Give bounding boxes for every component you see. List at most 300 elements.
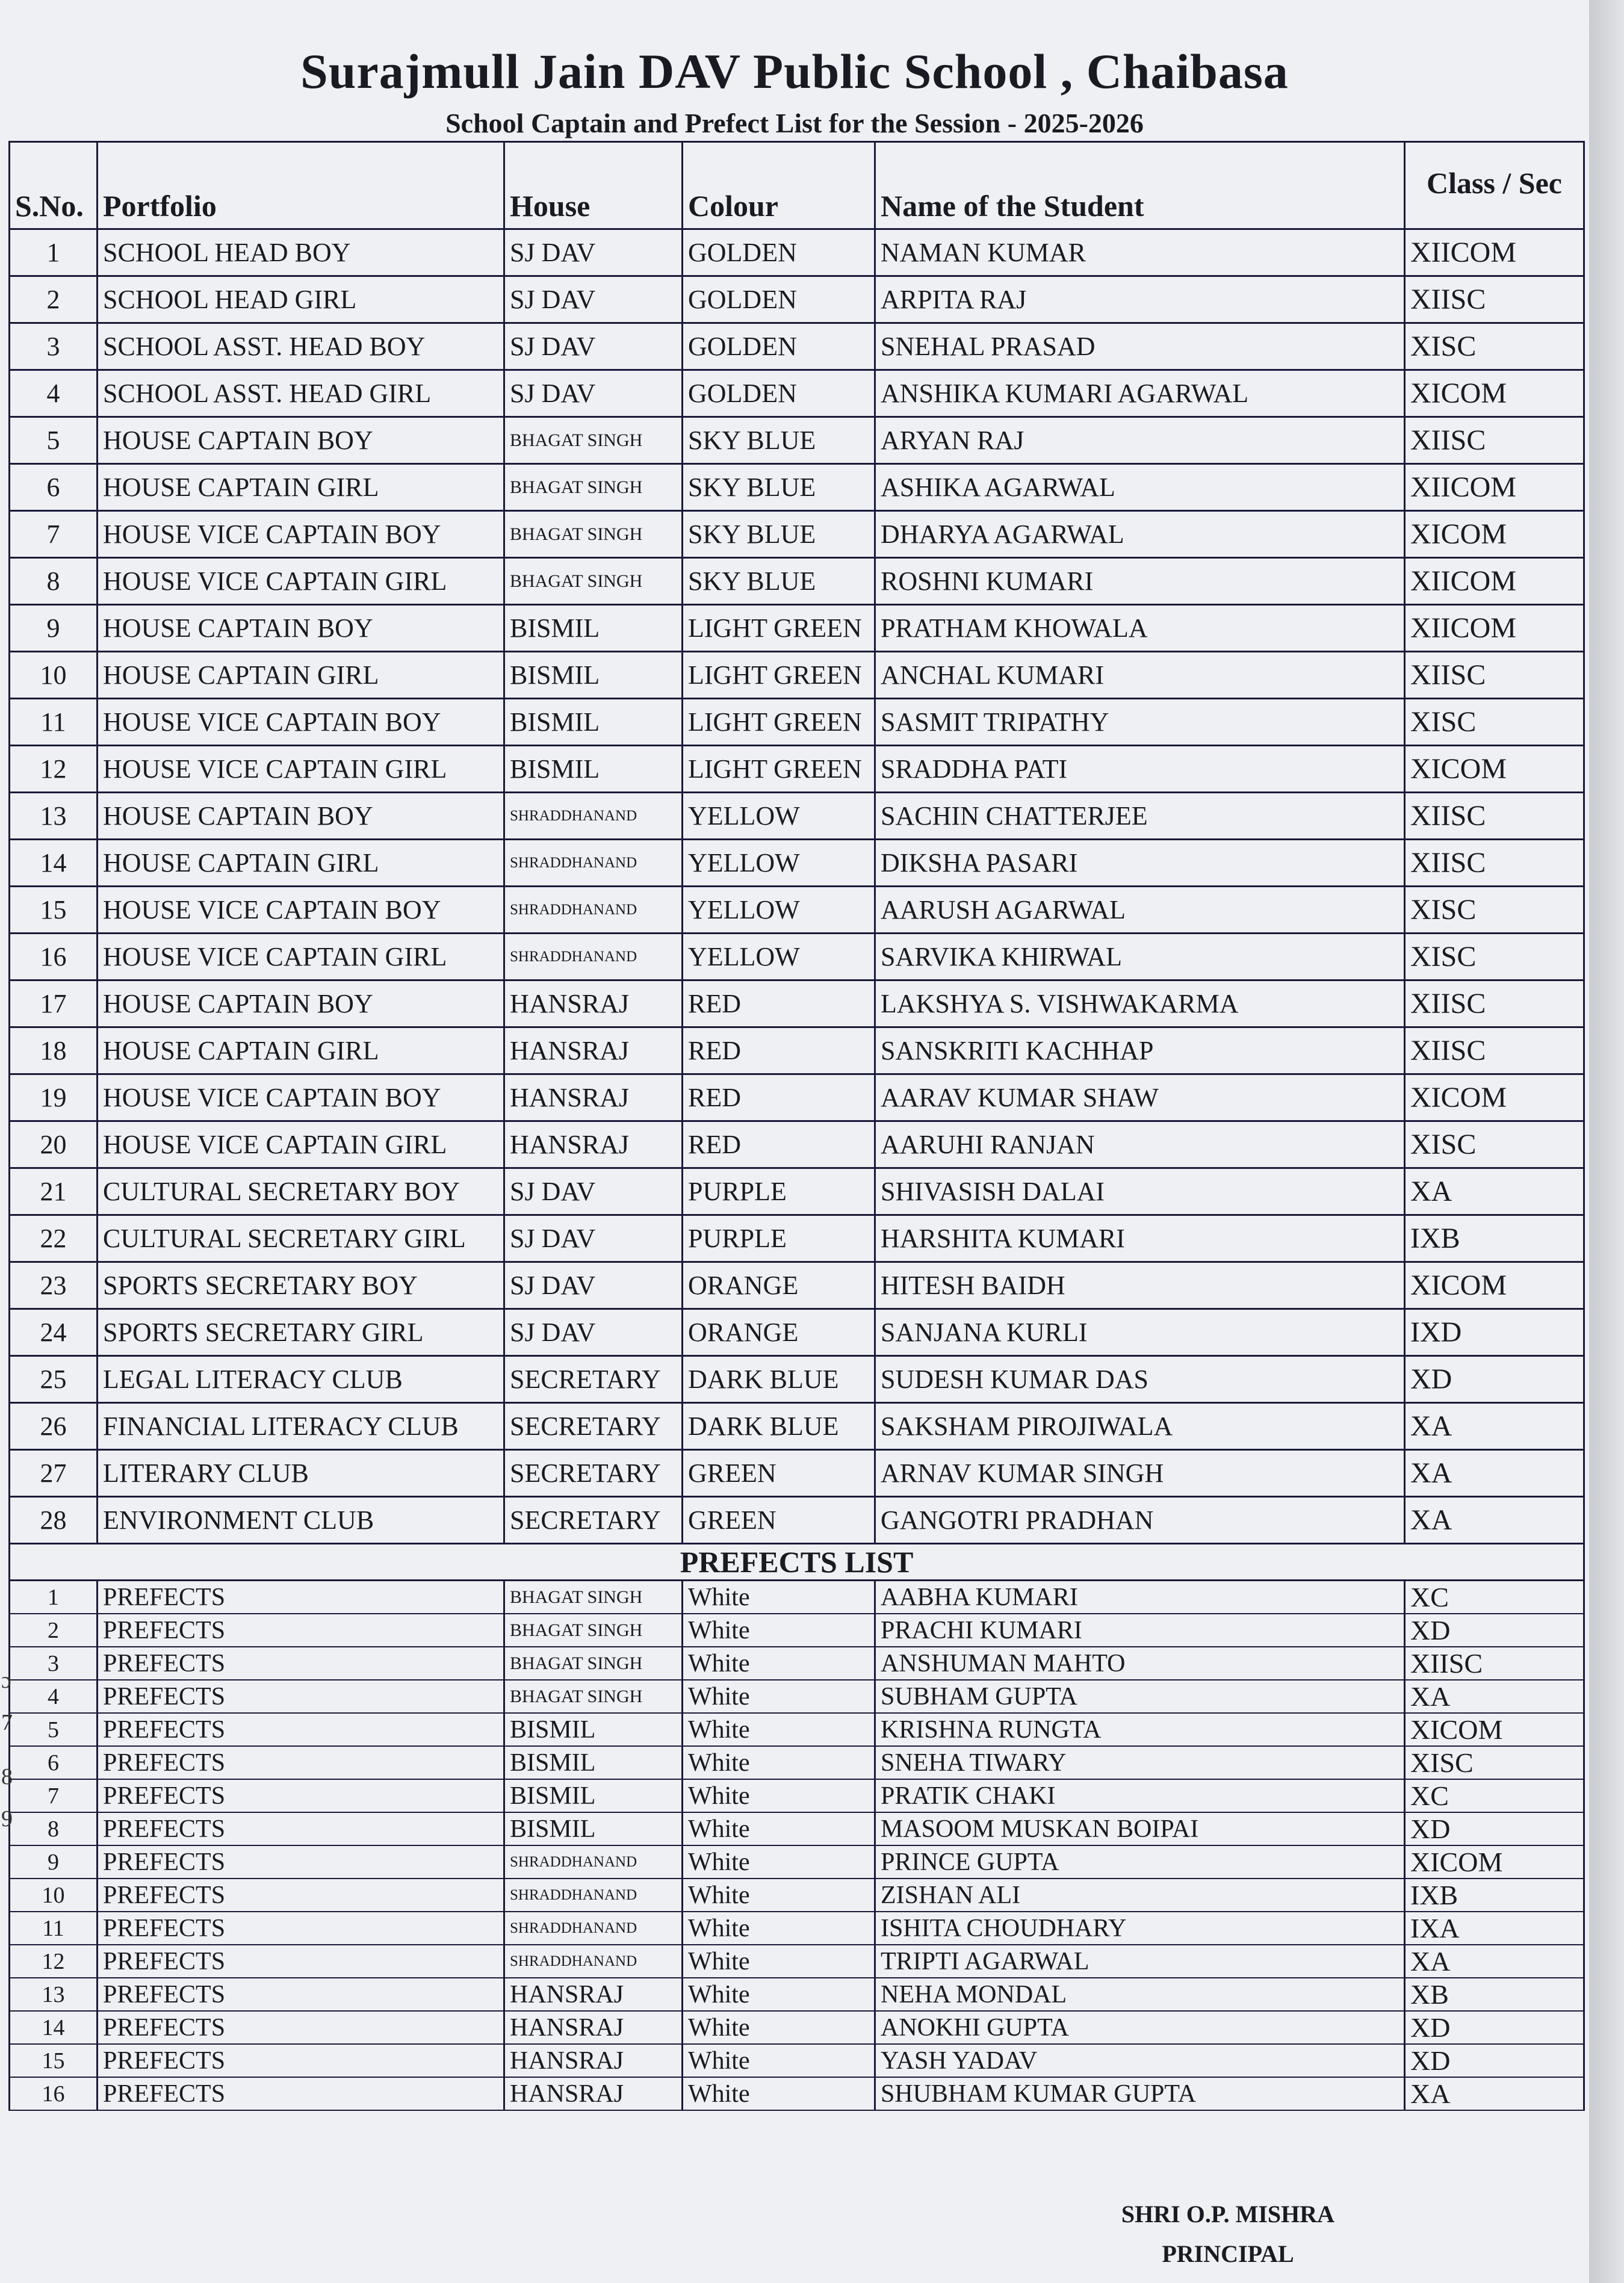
table-row xyxy=(10,1403,1584,1450)
portfolio-cell: PREFECTS xyxy=(98,1713,504,1746)
portfolio-cell: PREFECTS xyxy=(98,1945,504,1978)
colour-cell: White xyxy=(683,2044,875,2077)
class-section-cell: XC xyxy=(1405,1581,1584,1614)
student-name-cell: ASHIKA AGARWAL xyxy=(875,464,1405,511)
student-name-cell: HITESH BAIDH xyxy=(875,1262,1405,1309)
class-section-cell: IXD xyxy=(1405,1309,1584,1356)
portfolio-cell: PREFECTS xyxy=(98,1680,504,1713)
colour-cell: White xyxy=(683,1680,875,1713)
serial-number-cell: 8 xyxy=(10,558,98,605)
table-row xyxy=(10,1074,1584,1121)
house-cell: BISMIL xyxy=(504,1779,683,1812)
portfolio-cell: HOUSE CAPTAIN GIRL xyxy=(98,652,504,699)
prefect-row xyxy=(10,1647,1584,1680)
class-section-cell: XA xyxy=(1405,1168,1584,1215)
student-name-cell: NAMAN KUMAR xyxy=(875,229,1405,276)
portfolio-cell: PREFECTS xyxy=(98,1912,504,1945)
header-student-name: Name of the Student xyxy=(875,142,1405,229)
student-name-cell: PRATHAM KHOWALA xyxy=(875,605,1405,652)
table-row xyxy=(10,980,1584,1027)
serial-number-cell: 1 xyxy=(10,229,98,276)
student-name-cell: SUBHAM GUPTA xyxy=(875,1680,1405,1713)
underlying-paper-edge xyxy=(1589,0,1624,2283)
colour-cell: RED xyxy=(683,1027,875,1074)
colour-cell: White xyxy=(683,1779,875,1812)
student-name-cell: DHARYA AGARWAL xyxy=(875,511,1405,558)
colour-cell: DARK BLUE xyxy=(683,1356,875,1403)
portfolio-cell: HOUSE VICE CAPTAIN GIRL xyxy=(98,746,504,793)
prefect-row xyxy=(10,1978,1584,2011)
serial-number-cell: 2 xyxy=(10,276,98,323)
portfolio-cell: ENVIRONMENT CLUB xyxy=(98,1497,504,1544)
class-section-cell: XIISC xyxy=(1405,793,1584,840)
colour-cell: ORANGE xyxy=(683,1262,875,1309)
class-section-cell: XISC xyxy=(1405,887,1584,934)
serial-number-cell: 2 xyxy=(10,1614,98,1647)
serial-number-cell: 7 xyxy=(10,1779,98,1812)
serial-number-cell: 10 xyxy=(10,652,98,699)
table-row xyxy=(10,1450,1584,1497)
colour-cell: SKY BLUE xyxy=(683,511,875,558)
serial-number-cell: 23 xyxy=(10,1262,98,1309)
student-name-cell: AARUSH AGARWAL xyxy=(875,887,1405,934)
portfolio-cell: HOUSE VICE CAPTAIN GIRL xyxy=(98,934,504,980)
school-title: Surajmull Jain DAV Public School , Chaibasa xyxy=(300,44,1289,99)
colour-cell: LIGHT GREEN xyxy=(683,605,875,652)
student-name-cell: MASOOM MUSKAN BOIPAI xyxy=(875,1812,1405,1845)
house-cell: SHRADDHANAND xyxy=(504,1845,683,1879)
house-cell: SECRETARY xyxy=(504,1403,683,1450)
colour-cell: PURPLE xyxy=(683,1168,875,1215)
serial-number-cell: 4 xyxy=(10,370,98,417)
house-cell: SJ DAV xyxy=(504,1215,683,1262)
colour-cell: ORANGE xyxy=(683,1309,875,1356)
colour-cell: LIGHT GREEN xyxy=(683,699,875,746)
serial-number-cell: 21 xyxy=(10,1168,98,1215)
principal-name: SHRI O.P. MISHRA xyxy=(1121,2201,1335,2228)
header-sno: S.No. xyxy=(10,142,98,229)
house-cell: BISMIL xyxy=(504,699,683,746)
table-row xyxy=(10,746,1584,793)
colour-cell: White xyxy=(683,1647,875,1680)
student-name-cell: ISHITA CHOUDHARY xyxy=(875,1912,1405,1945)
student-name-cell: SACHIN CHATTERJEE xyxy=(875,793,1405,840)
serial-number-cell: 16 xyxy=(10,934,98,980)
house-cell: SJ DAV xyxy=(504,370,683,417)
portfolio-cell: PREFECTS xyxy=(98,1581,504,1614)
student-name-cell: SHUBHAM KUMAR GUPTA xyxy=(875,2077,1405,2110)
student-name-cell: ARNAV KUMAR SINGH xyxy=(875,1450,1405,1497)
colour-cell: SKY BLUE xyxy=(683,417,875,464)
class-section-cell: XIISC xyxy=(1405,1647,1584,1680)
colour-cell: White xyxy=(683,1746,875,1779)
house-cell: SHRADDHANAND xyxy=(504,1945,683,1978)
serial-number-cell: 3 xyxy=(10,323,98,370)
margin-mark: 8 xyxy=(1,1764,13,1789)
student-name-cell: SUDESH KUMAR DAS xyxy=(875,1356,1405,1403)
class-section-cell: IXA xyxy=(1405,1912,1584,1945)
house-cell: SECRETARY xyxy=(504,1450,683,1497)
prefect-row xyxy=(10,1746,1584,1779)
student-name-cell: LAKSHYA S. VISHWAKARMA xyxy=(875,980,1405,1027)
portfolio-cell: HOUSE CAPTAIN BOY xyxy=(98,980,504,1027)
portfolio-cell: HOUSE CAPTAIN GIRL xyxy=(98,840,504,887)
portfolio-cell: PREFECTS xyxy=(98,2044,504,2077)
prefect-row xyxy=(10,1912,1584,1945)
colour-cell: White xyxy=(683,1879,875,1912)
serial-number-cell: 1 xyxy=(10,1581,98,1614)
table-row xyxy=(10,370,1584,417)
student-name-cell: KRISHNA RUNGTA xyxy=(875,1713,1405,1746)
serial-number-cell: 11 xyxy=(10,1912,98,1945)
student-name-cell: NEHA MONDAL xyxy=(875,1978,1405,2011)
prefect-row xyxy=(10,1614,1584,1647)
house-cell: BHAGAT SINGH xyxy=(504,417,683,464)
margin-mark: 9 xyxy=(1,1806,13,1832)
table-row xyxy=(10,464,1584,511)
serial-number-cell: 22 xyxy=(10,1215,98,1262)
prefect-row xyxy=(10,1879,1584,1912)
captain-prefect-table xyxy=(8,141,1585,2111)
portfolio-cell: SCHOOL HEAD BOY xyxy=(98,229,504,276)
table-header-row xyxy=(10,142,1584,229)
serial-number-cell: 5 xyxy=(10,417,98,464)
student-name-cell: PRINCE GUPTA xyxy=(875,1845,1405,1879)
portfolio-cell: HOUSE VICE CAPTAIN BOY xyxy=(98,1074,504,1121)
class-section-cell: XIISC xyxy=(1405,980,1584,1027)
prefect-row xyxy=(10,1680,1584,1713)
house-cell: BISMIL xyxy=(504,746,683,793)
prefect-row xyxy=(10,1713,1584,1746)
portfolio-cell: PREFECTS xyxy=(98,1812,504,1845)
student-name-cell: PRATIK CHAKI xyxy=(875,1779,1405,1812)
class-section-cell: XIICOM xyxy=(1405,464,1584,511)
portfolio-cell: HOUSE CAPTAIN BOY xyxy=(98,417,504,464)
prefect-row xyxy=(10,1812,1584,1845)
serial-number-cell: 25 xyxy=(10,1356,98,1403)
colour-cell: YELLOW xyxy=(683,793,875,840)
serial-number-cell: 13 xyxy=(10,793,98,840)
portfolio-cell: FINANCIAL LITERACY CLUB xyxy=(98,1403,504,1450)
class-section-cell: XD xyxy=(1405,2044,1584,2077)
student-name-cell: SASMIT TRIPATHY xyxy=(875,699,1405,746)
class-section-cell: XD xyxy=(1405,1614,1584,1647)
class-section-cell: XISC xyxy=(1405,1746,1584,1779)
class-section-cell: XIISC xyxy=(1405,840,1584,887)
class-section-cell: XIICOM xyxy=(1405,605,1584,652)
portfolio-cell: HOUSE VICE CAPTAIN GIRL xyxy=(98,1121,504,1168)
table-row xyxy=(10,793,1584,840)
colour-cell: PURPLE xyxy=(683,1215,875,1262)
class-section-cell: XA xyxy=(1405,1403,1584,1450)
colour-cell: YELLOW xyxy=(683,934,875,980)
table-row xyxy=(10,699,1584,746)
student-name-cell: HARSHITA KUMARI xyxy=(875,1215,1405,1262)
class-section-cell: IXB xyxy=(1405,1879,1584,1912)
portfolio-cell: HOUSE VICE CAPTAIN GIRL xyxy=(98,558,504,605)
portfolio-cell: HOUSE VICE CAPTAIN BOY xyxy=(98,699,504,746)
student-name-cell: ANSHUMAN MAHTO xyxy=(875,1647,1405,1680)
colour-cell: LIGHT GREEN xyxy=(683,652,875,699)
student-name-cell: AABHA KUMARI xyxy=(875,1581,1405,1614)
student-name-cell: DIKSHA PASARI xyxy=(875,840,1405,887)
serial-number-cell: 8 xyxy=(10,1812,98,1845)
header-portfolio: Portfolio xyxy=(98,142,504,229)
table-row xyxy=(10,1215,1584,1262)
house-cell: SECRETARY xyxy=(504,1497,683,1544)
house-cell: BHAGAT SINGH xyxy=(504,1581,683,1614)
student-name-cell: AARAV KUMAR SHAW xyxy=(875,1074,1405,1121)
house-cell: SJ DAV xyxy=(504,1309,683,1356)
serial-number-cell: 18 xyxy=(10,1027,98,1074)
portfolio-cell: HOUSE CAPTAIN BOY xyxy=(98,793,504,840)
table-row xyxy=(10,934,1584,980)
table-row xyxy=(10,511,1584,558)
table-row xyxy=(10,1356,1584,1403)
serial-number-cell: 9 xyxy=(10,1845,98,1879)
serial-number-cell: 9 xyxy=(10,605,98,652)
colour-cell: SKY BLUE xyxy=(683,558,875,605)
prefect-row xyxy=(10,1779,1584,1812)
portfolio-cell: SCHOOL ASST. HEAD BOY xyxy=(98,323,504,370)
serial-number-cell: 12 xyxy=(10,746,98,793)
portfolio-cell: HOUSE VICE CAPTAIN BOY xyxy=(98,887,504,934)
house-cell: HANSRAJ xyxy=(504,2077,683,2110)
principal-designation: PRINCIPAL xyxy=(1162,2240,1294,2267)
serial-number-cell: 15 xyxy=(10,887,98,934)
house-cell: SHRADDHANAND xyxy=(504,1879,683,1912)
student-name-cell: YASH YADAV xyxy=(875,2044,1405,2077)
serial-number-cell: 17 xyxy=(10,980,98,1027)
student-name-cell: SAKSHAM PIROJIWALA xyxy=(875,1403,1405,1450)
class-section-cell: XISC xyxy=(1405,1121,1584,1168)
colour-cell: GOLDEN xyxy=(683,229,875,276)
student-name-cell: TRIPTI AGARWAL xyxy=(875,1945,1405,1978)
serial-number-cell: 12 xyxy=(10,1945,98,1978)
class-section-cell: XA xyxy=(1405,1497,1584,1544)
prefects-body xyxy=(10,1581,1584,2111)
table-row xyxy=(10,417,1584,464)
class-section-cell: XB xyxy=(1405,1978,1584,2011)
student-name-cell: PRACHI KUMARI xyxy=(875,1614,1405,1647)
student-name-cell: ZISHAN ALI xyxy=(875,1879,1405,1912)
serial-number-cell: 28 xyxy=(10,1497,98,1544)
house-cell: SJ DAV xyxy=(504,1168,683,1215)
portfolio-cell: HOUSE VICE CAPTAIN BOY xyxy=(98,511,504,558)
serial-number-cell: 11 xyxy=(10,699,98,746)
portfolio-cell: HOUSE CAPTAIN GIRL xyxy=(98,464,504,511)
house-cell: HANSRAJ xyxy=(504,980,683,1027)
colour-cell: RED xyxy=(683,1074,875,1121)
class-section-cell: XA xyxy=(1405,2077,1584,2110)
class-section-cell: XA xyxy=(1405,1680,1584,1713)
class-section-cell: XD xyxy=(1405,1812,1584,1845)
serial-number-cell: 15 xyxy=(10,2044,98,2077)
house-cell: BISMIL xyxy=(504,1713,683,1746)
colour-cell: White xyxy=(683,1945,875,1978)
table-row xyxy=(10,652,1584,699)
student-name-cell: SNEHAL PRASAD xyxy=(875,323,1405,370)
serial-number-cell: 14 xyxy=(10,840,98,887)
student-name-cell: SHIVASISH DALAI xyxy=(875,1168,1405,1215)
serial-number-cell: 26 xyxy=(10,1403,98,1450)
colour-cell: RED xyxy=(683,980,875,1027)
student-name-cell: AARUHI RANJAN xyxy=(875,1121,1405,1168)
class-section-cell: XICOM xyxy=(1405,511,1584,558)
colour-cell: LIGHT GREEN xyxy=(683,746,875,793)
class-section-cell: XICOM xyxy=(1405,1845,1584,1879)
colour-cell: YELLOW xyxy=(683,840,875,887)
colour-cell: White xyxy=(683,1812,875,1845)
house-cell: SJ DAV xyxy=(504,229,683,276)
header-class-sec: Class / Sec xyxy=(1405,142,1584,229)
house-cell: SHRADDHANAND xyxy=(504,887,683,934)
house-cell: BHAGAT SINGH xyxy=(504,1680,683,1713)
class-section-cell: IXB xyxy=(1405,1215,1584,1262)
house-cell: BISMIL xyxy=(504,605,683,652)
colour-cell: White xyxy=(683,1581,875,1614)
class-section-cell: XIISC xyxy=(1405,417,1584,464)
portfolio-cell: PREFECTS xyxy=(98,1845,504,1879)
class-section-cell: XC xyxy=(1405,1779,1584,1812)
prefect-row xyxy=(10,1845,1584,1879)
portfolio-cell: PREFECTS xyxy=(98,2011,504,2044)
portfolio-cell: PREFECTS xyxy=(98,1614,504,1647)
house-cell: HANSRAJ xyxy=(504,1027,683,1074)
serial-number-cell: 10 xyxy=(10,1879,98,1912)
colour-cell: White xyxy=(683,2077,875,2110)
header-house: House xyxy=(504,142,683,229)
serial-number-cell: 24 xyxy=(10,1309,98,1356)
serial-number-cell: 4 xyxy=(10,1680,98,1713)
class-section-cell: XISC xyxy=(1405,934,1584,980)
student-name-cell: SNEHA TIWARY xyxy=(875,1746,1405,1779)
serial-number-cell: 7 xyxy=(10,511,98,558)
class-section-cell: XA xyxy=(1405,1450,1584,1497)
house-cell: SHRADDHANAND xyxy=(504,1912,683,1945)
colour-cell: SKY BLUE xyxy=(683,464,875,511)
prefect-row xyxy=(10,2011,1584,2044)
colour-cell: GOLDEN xyxy=(683,370,875,417)
portfolio-cell: SPORTS SECRETARY BOY xyxy=(98,1262,504,1309)
class-section-cell: XICOM xyxy=(1405,1713,1584,1746)
office-bearers-body xyxy=(10,229,1584,1544)
prefects-heading-row xyxy=(10,1544,1584,1581)
table-row xyxy=(10,558,1584,605)
portfolio-cell: PREFECTS xyxy=(98,1779,504,1812)
colour-cell: RED xyxy=(683,1121,875,1168)
house-cell: BHAGAT SINGH xyxy=(504,511,683,558)
class-section-cell: XICOM xyxy=(1405,370,1584,417)
portfolio-cell: SCHOOL HEAD GIRL xyxy=(98,276,504,323)
serial-number-cell: 14 xyxy=(10,2011,98,2044)
student-name-cell: ANOKHI GUPTA xyxy=(875,2011,1405,2044)
class-section-cell: XISC xyxy=(1405,699,1584,746)
portfolio-cell: SCHOOL ASST. HEAD GIRL xyxy=(98,370,504,417)
prefect-row xyxy=(10,2044,1584,2077)
serial-number-cell: 6 xyxy=(10,1746,98,1779)
serial-number-cell: 20 xyxy=(10,1121,98,1168)
table-row xyxy=(10,1497,1584,1544)
portfolio-cell: CULTURAL SECRETARY BOY xyxy=(98,1168,504,1215)
class-section-cell: XIISC xyxy=(1405,276,1584,323)
portfolio-cell: PREFECTS xyxy=(98,1746,504,1779)
table-row xyxy=(10,1027,1584,1074)
class-section-cell: XICOM xyxy=(1405,1074,1584,1121)
portfolio-cell: PREFECTS xyxy=(98,1647,504,1680)
table-row xyxy=(10,1121,1584,1168)
house-cell: BHAGAT SINGH xyxy=(504,558,683,605)
student-name-cell: SARVIKA KHIRWAL xyxy=(875,934,1405,980)
student-name-cell: GANGOTRI PRADHAN xyxy=(875,1497,1405,1544)
student-name-cell: ROSHNI KUMARI xyxy=(875,558,1405,605)
class-section-cell: XICOM xyxy=(1405,746,1584,793)
table-row xyxy=(10,605,1584,652)
margin-mark: ɔ xyxy=(1,1668,11,1693)
list-subtitle: School Captain and Prefect List for the Session - 2025-2026 xyxy=(445,108,1144,138)
house-cell: SJ DAV xyxy=(504,276,683,323)
table-row xyxy=(10,1262,1584,1309)
table-row xyxy=(10,323,1584,370)
colour-cell: White xyxy=(683,1713,875,1746)
house-cell: HANSRAJ xyxy=(504,1074,683,1121)
signature-block xyxy=(1102,2195,1354,2274)
table-row xyxy=(10,1309,1584,1356)
portfolio-cell: SPORTS SECRETARY GIRL xyxy=(98,1309,504,1356)
class-section-cell: XIICOM xyxy=(1405,558,1584,605)
colour-cell: White xyxy=(683,1845,875,1879)
colour-cell: White xyxy=(683,1978,875,2011)
colour-cell: GREEN xyxy=(683,1497,875,1544)
colour-cell: White xyxy=(683,1614,875,1647)
margin-mark: 7 xyxy=(1,1710,13,1735)
class-section-cell: XD xyxy=(1405,1356,1584,1403)
student-name-cell: ANSHIKA KUMARI AGARWAL xyxy=(875,370,1405,417)
house-cell: SJ DAV xyxy=(504,323,683,370)
serial-number-cell: 27 xyxy=(10,1450,98,1497)
class-section-cell: XIISC xyxy=(1405,652,1584,699)
colour-cell: White xyxy=(683,1912,875,1945)
class-section-cell: XD xyxy=(1405,2011,1584,2044)
serial-number-cell: 19 xyxy=(10,1074,98,1121)
prefect-row xyxy=(10,1945,1584,1978)
class-section-cell: XIICOM xyxy=(1405,229,1584,276)
table-row xyxy=(10,276,1584,323)
house-cell: SECRETARY xyxy=(504,1356,683,1403)
house-cell: SHRADDHANAND xyxy=(504,793,683,840)
serial-number-cell: 13 xyxy=(10,1978,98,2011)
colour-cell: GOLDEN xyxy=(683,323,875,370)
colour-cell: White xyxy=(683,2011,875,2044)
header-colour: Colour xyxy=(683,142,875,229)
table-row xyxy=(10,1168,1584,1215)
portfolio-cell: CULTURAL SECRETARY GIRL xyxy=(98,1215,504,1262)
serial-number-cell: 16 xyxy=(10,2077,98,2110)
class-section-cell: XICOM xyxy=(1405,1262,1584,1309)
table-row xyxy=(10,887,1584,934)
student-name-cell: ANCHAL KUMARI xyxy=(875,652,1405,699)
colour-cell: DARK BLUE xyxy=(683,1403,875,1450)
portfolio-cell: HOUSE CAPTAIN GIRL xyxy=(98,1027,504,1074)
prefect-row xyxy=(10,1581,1584,1614)
house-cell: BHAGAT SINGH xyxy=(504,1614,683,1647)
prefect-row xyxy=(10,2077,1584,2110)
class-section-cell: XA xyxy=(1405,1945,1584,1978)
colour-cell: YELLOW xyxy=(683,887,875,934)
student-name-cell: SANSKRITI KACHHAP xyxy=(875,1027,1405,1074)
house-cell: HANSRAJ xyxy=(504,1978,683,2011)
class-section-cell: XIISC xyxy=(1405,1027,1584,1074)
